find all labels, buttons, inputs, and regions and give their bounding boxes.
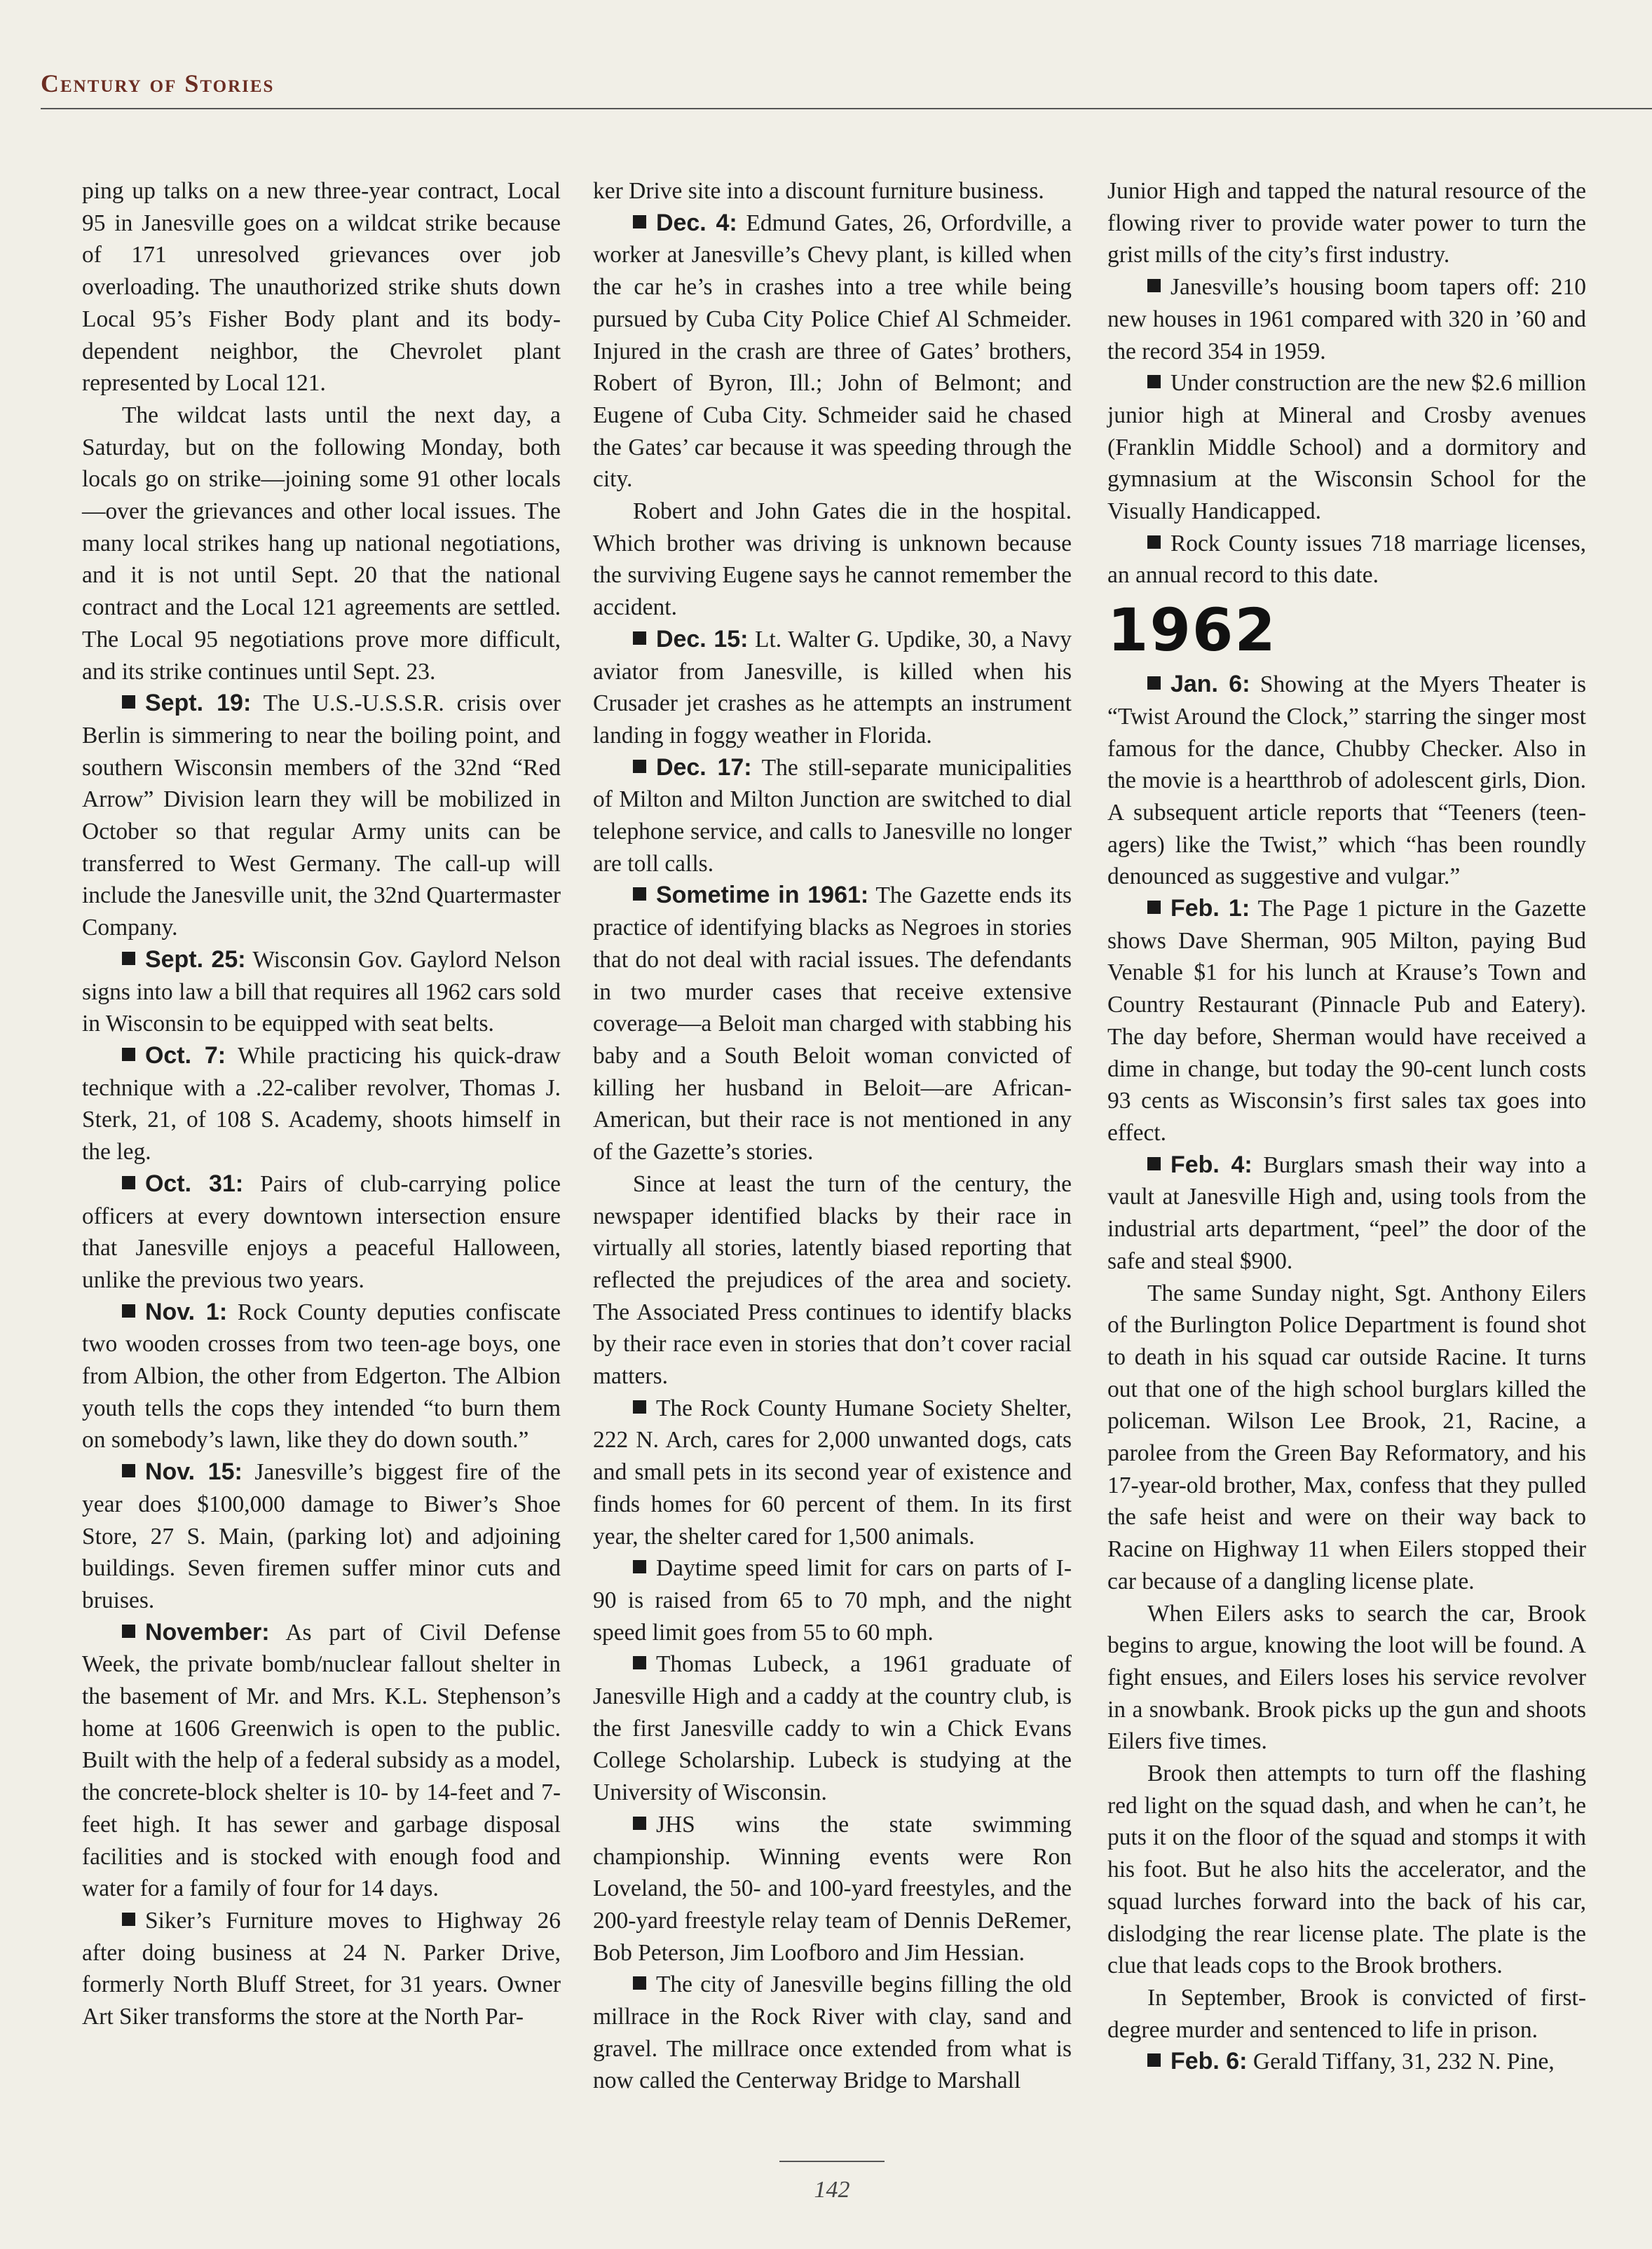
paragraph [82, 1168, 561, 1297]
bullet-icon [122, 1176, 135, 1189]
bullet-icon [122, 1913, 135, 1926]
column-3-before-year [1107, 175, 1586, 592]
entry-text: Junior High and tapped the natural resource of the flowing river to provide water power to turn the grist mills of the city’s first industry. [1107, 178, 1586, 268]
entry-text: Daytime speed limit for cars on parts of I-90 is raised from 65 to 70 mph, and the night speed limit goes from 55 to 60 mph. [593, 1555, 1072, 1646]
column-1 [82, 175, 561, 2033]
entry-text: Edmund Gates, 26, Orfordville, a worker at Janesville’s Chevy plant, is killed when the car he’s in crashes into a tree while being pursued by Cuba City Police Chief Al Schmeider. Injured in the crash are three of Gates’ brothers, Robert of Byron, Ill.; John of Belmont; and Eugene of Cuba City. Schmeider said he chased the Gates’ car because it was speeding through the city. [593, 210, 1072, 493]
entry-text: Rock County deputies confiscate two wooden crosses from two teen-age boys, one from Albion, the other from Edgerton. The Albion youth tells the cops they intended “to burn them on somebody’s lawn, like they do down south.” [82, 1299, 561, 1454]
paragraph [593, 1393, 1072, 1553]
bullet-icon [122, 952, 135, 965]
paragraph [1107, 1982, 1586, 2046]
paragraph [1107, 893, 1586, 1149]
entry-text: Janesville’s biggest fire of the year does $100,000 damage to Biwer’s Shoe Store, 27 S. Main, (parking lot) and adjoining buildings. Seven firemen suffer minor cuts and bruises. [82, 1459, 561, 1613]
entry-text: While practicing his quick-draw technique with a .22-caliber revolver, Thomas J. Sterk, 21, of 108 S. Academy, shoots himself in the leg. [82, 1042, 561, 1165]
year-heading: 1962 [1107, 596, 1277, 665]
paragraph [593, 880, 1072, 1168]
entry-text: Showing at the Myers Theater is “Twist Around the Clock,” starring the singer most famous for the dance, Chubby Checker. Also in the movie is a heartthrob of adolescent girls, Dion. A subsequent article reports that “Teeners (teen-agers) like the Twist,” which “has been roundly denounced as suggestive and vulgar.” [1107, 671, 1586, 890]
entry-text: The same Sunday night, Sgt. Anthony Eilers of the Burlington Police Department is found shot to death in his squad car outside Racine. It turns out that one of the high school burglars killed the policeman. Wilson Lee Brook, 21, Racine, a parolee from the Green Bay Reformatory, and his 17-year-old brother, Max, confess that they pulled the safe heist and were on their way back to Racine on Highway 11 when Eilers stopped their car because of a dangling license plate. [1107, 1280, 1586, 1594]
bullet-icon [1147, 535, 1161, 549]
paragraph [82, 175, 561, 399]
bullet-icon [122, 1464, 135, 1477]
bullet-icon [633, 1817, 646, 1830]
bullet-icon [122, 1625, 135, 1638]
paragraph [1107, 1758, 1586, 1982]
entry-text: ker Drive site into a discount furniture business. [593, 178, 1044, 204]
bullet-icon [1147, 375, 1161, 388]
entry-date: Jan. 6: [1170, 671, 1250, 698]
entry-text: When Eilers asks to search the car, Brook begins to argue, knowing the loot will be found. A fight ensues, and Eilers loses his service revolver in a snowbank. Brook picks up the gun and shoots Eilers five times. [1107, 1600, 1586, 1755]
entry-date: Oct. 7: [144, 1041, 226, 1069]
paragraph [593, 1648, 1072, 1809]
entry-text: Gerald Tiffany, 31, 232 N. Pine, [1247, 2049, 1555, 2075]
paragraph [593, 495, 1072, 624]
paragraph [1107, 1149, 1586, 1278]
entry-date: Dec. 15: [655, 625, 749, 652]
bullet-icon [633, 887, 646, 901]
entry-date: Feb. 6: [1170, 2048, 1248, 2075]
entry-date: Dec. 17: [655, 753, 752, 781]
entry-text: The still-separate municipalities of Milton and Milton Junction are switched to dial telephone service, and calls to Janesville no longer are toll calls. [593, 754, 1072, 877]
paragraph [1107, 528, 1586, 592]
bullet-icon [633, 1976, 646, 1990]
paragraph [1107, 175, 1586, 271]
entry-text: Wisconsin Gov. Gaylord Nelson signs into law a bill that requires all 1962 cars sold in Wisconsin to be equipped with seat belts. [82, 946, 561, 1037]
entry-date: Sept. 25: [144, 945, 246, 973]
entry-text: Janesville’s housing boom tapers off: 210 new houses in 1961 compared with 320 in ’60 and the record 354 in 1959. [1107, 274, 1586, 364]
entry-date: Oct. 31: [144, 1170, 244, 1197]
entry-text: Robert and John Gates die in the hospital. Which brother was driving is unknown because the surviving Eugene says he cannot remember the accident. [593, 498, 1072, 621]
paragraph [82, 1297, 561, 1457]
bullet-icon [633, 215, 646, 228]
entry-text: The city of Janesville begins filling the old millrace in the Rock River with clay, sand and gravel. The millrace once extended from what is now called the Centerway Bridge to Marshall [593, 1971, 1072, 2094]
header-rule [41, 108, 1652, 109]
bullet-icon [122, 695, 135, 709]
bullet-icon [633, 760, 646, 773]
page-number: 142 [814, 2177, 850, 2203]
paragraph [593, 1809, 1072, 1969]
paragraph [593, 175, 1072, 207]
entry-date: Feb. 1: [1170, 895, 1250, 922]
bullet-icon [122, 1304, 135, 1318]
paragraph [1107, 669, 1586, 893]
paragraph [1107, 2046, 1586, 2078]
entry-text: Pairs of club-carrying police officers at every downtown intersection ensure that Janesville enjoys a peaceful Halloween, unlike the previous two years. [82, 1170, 561, 1293]
paragraph [593, 752, 1072, 880]
entry-text: In September, Brook is convicted of first-degree murder and sentenced to life in prison. [1107, 1984, 1586, 2043]
entry-text: The Gazette ends its practice of identifying blacks as Negroes in stories that do not deal with racial issues. The defendants in two murder cases that receive extensive coverage—a Beloit man charged with stabbing his baby and a South Beloit woman convicted of killing her husband in Beloit—are African-American, but their race is not mentioned in any of the Gazette’s stories. [593, 882, 1072, 1165]
entry-date: Sept. 19: [144, 690, 252, 717]
bullet-icon [1147, 676, 1161, 690]
entry-date: Feb. 4: [1170, 1151, 1252, 1178]
bullet-icon [122, 1048, 135, 1061]
entry-text: Since at least the turn of the century, the newspaper identified blacks by their race in virtually all stories, latently biased reporting that reflected the prejudices of the area and society. The Associated Press continues to identify blacks by their race even in stories that don’t cover racial matters. [593, 1170, 1072, 1390]
bullet-icon [633, 1400, 646, 1414]
bullet-icon [1147, 2053, 1161, 2067]
entry-date: Sometime in 1961: [655, 882, 869, 909]
paragraph [593, 1168, 1072, 1393]
paragraph [82, 1040, 561, 1168]
entry-date: Nov. 15: [144, 1458, 243, 1486]
paragraph [82, 1905, 561, 2033]
paragraph [1107, 271, 1586, 367]
running-head: Century of Stories [41, 69, 275, 97]
bullet-icon [633, 1560, 646, 1573]
bullet-icon [1147, 279, 1161, 292]
entry-text: The wildcat lasts until the next day, a Saturday, but on the following Monday, both locals go on strike—joining some 91 other locals—over the grievances and other local issues. The many local strikes hang up national negotiations, and it is not until Sept. 20 that the national contract and the Local 121 agreements are settled. The Local 95 negotiations prove more difficult, and its strike continues until Sept. 23. [82, 402, 561, 685]
entry-text: ping up talks on a new three-year contract, Local 95 in Janesville goes on a wildcat strike because of 171 unresolved grievances over job overloading. The unauthorized strike shuts down Local 95’s Fisher Body plant and its body-dependent neighbor, the Chevrolet plant represented by Local 121. [82, 178, 561, 397]
column-2 [593, 175, 1072, 2097]
entry-date: November: [144, 1618, 270, 1646]
entry-date: Dec. 4: [655, 209, 737, 236]
paragraph [1107, 1598, 1586, 1758]
paragraph [593, 624, 1072, 752]
folio-rule [779, 2161, 885, 2162]
entry-text: Brook then attempts to turn off the flashing red light on the squad dash, and when he can’t, he puts it on the floor of the squad and stomps it with his foot. But he also hits the accelerator, and the squad lurches forward into the back of his car, dislodging the rear license plate. The plate is the clue that leads cops to the Brook brothers. [1107, 1761, 1586, 1979]
column-3 [1107, 175, 1586, 2078]
paragraph [82, 399, 561, 688]
entry-text: Thomas Lubeck, a 1961 graduate of Janesville High and a caddy at the country club, is the first Janesville caddy to win a Chick Evans College Scholarship. Lubeck is studying at the University of Wisconsin. [593, 1651, 1072, 1806]
paragraph [82, 1617, 561, 1905]
entry-text: Rock County issues 718 marriage licenses, an annual record to this date. [1107, 530, 1586, 589]
bullet-icon [633, 1656, 646, 1669]
paragraph [1107, 367, 1586, 528]
entry-text: Under construction are the new $2.6 million junior high at Mineral and Crosby avenues (Franklin Middle School) and a dormitory and gymnasium at the Wisconsin School for the Visually Handicapped. [1107, 370, 1586, 525]
paragraph [593, 1969, 1072, 2097]
entry-text: The Page 1 picture in the Gazette shows Dave Sherman, 905 Milton, paying Bud Venable $1 for his lunch at Krause’s Town and Country Restaurant (Pinnacle Pub and Eatery). The day before, Sherman would have received a dime in change, but today the 90-cent lunch costs 93 cents as Wisconsin’s first sales tax goes into effect. [1107, 896, 1586, 1146]
bullet-icon [633, 631, 646, 645]
entry-text: Lt. Walter G. Updike, 30, a Navy aviator from Janesville, is killed when his Crusader jet crashes as he attempts an instrument landing in foggy weather in Florida. [593, 626, 1072, 748]
entry-text: Burglars smash their way into a vault at Janesville High and, using tools from the industrial arts department, “peel” the door of the safe and steal $900. [1107, 1151, 1586, 1274]
paragraph [82, 944, 561, 1040]
paragraph [593, 207, 1072, 495]
paragraph [1107, 1278, 1586, 1598]
bullet-icon [1147, 1157, 1161, 1170]
paragraph [593, 1552, 1072, 1648]
entry-text: The U.S.-U.S.S.R. crisis over Berlin is simmering to near the boiling point, and southern Wisconsin members of the 32nd “Red Arrow” Division learn they will be mobilized in October so that regular Army units can be transferred to West Germany. The call-up will include the Janesville unit, the 32nd Quartermaster Company. [82, 690, 561, 941]
paragraph [82, 688, 561, 944]
entry-text: The Rock County Humane Society Shelter, 222 N. Arch, cares for 2,000 unwanted dogs, cats and small pets in its second year of existence and finds homes for 60 percent of them. In its first year, the shelter cared for 1,500 animals. [593, 1395, 1072, 1550]
column-3-after-year [1107, 669, 1586, 2078]
entry-text: As part of Civil Defense Week, the private bomb/nuclear fallout shelter in the basement of Mr. and Mrs. K.L. Stephenson’s home at 1606 Greenwich is open to the public. Built with the help of a federal subsidy as a model, the concrete-block shelter is 10- by 14-feet and 7-feet high. It has sewer and garbage disposal facilities and is stocked with enough food and water for a family of four for 14 days. [82, 1619, 561, 1902]
entry-text: Siker’s Furniture moves to Highway 26 after doing business at 24 N. Parker Drive, formerly North Bluff Street, for 31 years. Owner Art Siker transforms the store at the North Par- [82, 1907, 561, 2030]
entry-text: JHS wins the state swimming championship. Winning events were Ron Loveland, the 50- and 100-yard freestyles, and the 200-yard freestyle relay team of Dennis DeRemer, Bob Peterson, Jim Loofboro and Jim Hessian. [593, 1811, 1072, 1966]
paragraph [82, 1456, 561, 1617]
entry-date: Nov. 1: [144, 1298, 228, 1325]
bullet-icon [1147, 901, 1161, 914]
